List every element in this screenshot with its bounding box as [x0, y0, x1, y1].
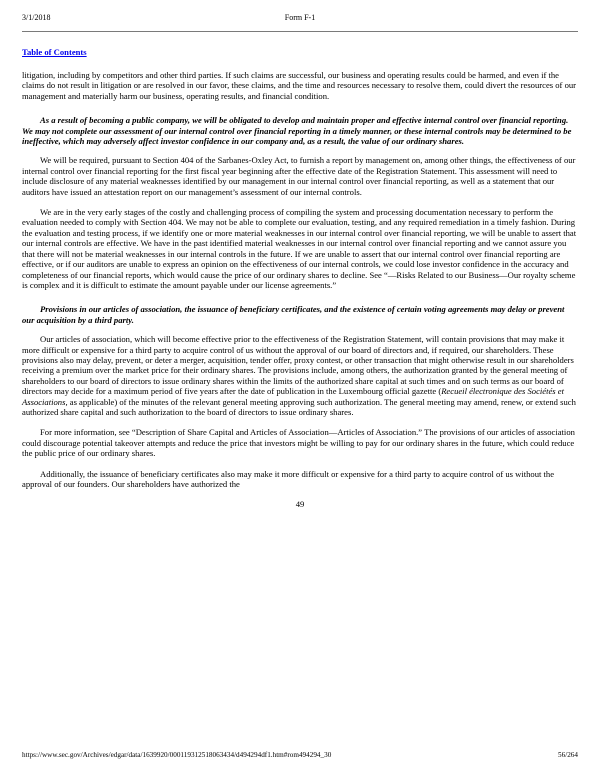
paragraph-text: For more information, see “Description of Share Capital and Articles of Association—Articles of Association.” The provisions of our articles of association could discourage potential takeover attempts and reduce the price that investors might be willing to pay for our ordinary shares in the future, which could reduce the public price of our ordinary shares.	[22, 427, 575, 459]
footer-url: https://www.sec.gov/Archives/edgar/data/1639920/000119312518063434/d494294df1.htm#rom494294_30	[22, 751, 332, 759]
body-paragraph	[22, 207, 578, 290]
document-body	[22, 70, 578, 489]
table-of-contents-link[interactable]: Table of Contents	[22, 47, 87, 57]
body-paragraph	[22, 469, 578, 490]
body-paragraph	[22, 334, 578, 417]
page-number: 49	[295, 499, 305, 510]
toc-link-row	[22, 47, 578, 57]
body-paragraph	[22, 427, 578, 458]
header-form-title: Form F-1	[284, 13, 316, 22]
paragraph-text: We are in the very early stages of the costly and challenging process of compiling the system and processing documentation necessary to perform the evaluation needed to comply with Section 404. We may not be able to complete our evaluation, testing, and any required remediation in a timely fashion. During the evaluation and testing process, if we identify one or more material weaknesses in our internal control over financial reporting, we will be unable to assert that our internal controls are effective. We have in the past identified material weaknesses in our internal control over financial reporting and we cannot assure you that there will not be material weaknesses in our internal controls in the future. If we are unable to assert that our internal control over financial reporting are effective, or if our auditors are unable to express an opinion on the effectiveness of our internal controls, we could lose investor confidence in the accuracy and completeness of our financial reports, which would cause the price of our ordinary shares to decline. See “—Risks Related to our Business—Our royalty scheme is complex and it is difficult to estimate the amount payable under our license agreements.”	[22, 207, 577, 290]
risk-factor-heading	[22, 304, 578, 325]
body-paragraph	[22, 70, 578, 101]
paragraph-text: litigation, including by competitors and other third parties. If such claims are successful, our business and operating results could be harmed, and even if the claims do not result in litigation or are resolved in our favor, these claims, and the time and resources necessary to resolve them, could divert the resources of our management and materially harm our business, operating results, and financial condition.	[22, 70, 577, 101]
paragraph-text: Our articles of association, which will become effective prior to the effectiveness of the Registration Statement, will contain provisions that may make it more difficult or expensive for a third party to acquire control of us without the approval of our board of directors and, if required, our shareholders. These provisions also may delay, prevent, or deter a merger, acquisition, tender offer, proxy contest, or other transaction that might otherwise result in our shareholders receiving a premium over the market price for their ordinary shares. The provisions include, among others, the authorization granted by the general meeting of shareholders to our board of directors to issue ordinary shares within the limits of the authorized share capital at such times and on such terms as our board of directors may decide for a maximum period of five years after the date of publication in the Luxembourg official gazette (	[22, 334, 574, 397]
header-divider	[22, 31, 578, 32]
header-date: 3/1/2018	[22, 13, 51, 22]
paragraph-text: , as applicable) of the minutes of the relevant general meeting approving such authorization. The general meeting may amend, renew, or extend such authorized share capital and such authorization to the board of directors to issue ordinary shares.	[22, 396, 576, 417]
paragraph-text: Additionally, the issuance of beneficiary certificates also may make it more difficult or expensive for a third party to acquire control of us without the approval of our founders. Our shareholders have authorized the	[22, 468, 555, 489]
risk-factor-heading	[22, 115, 578, 146]
body-paragraph	[22, 155, 578, 197]
print-footer	[22, 751, 578, 759]
footer-page-indicator: 56/264	[558, 751, 578, 759]
print-header	[22, 10, 578, 24]
paragraph-text: As a result of becoming a public company, we will be obligated to develop and maintain proper and effective internal control over financial reporting. We may not complete our assessment of our internal control over financial reporting in a timely manner, or these internal controls may be determined to be ineffective, which may adversely affect investor confidence in our company and, as a result, the value of our ordinary shares.	[22, 115, 572, 147]
paragraph-text: Provisions in our articles of association, the issuance of beneficiary certificates, and the existence of certain voting agreements may delay or prevent our acquisition by a third party.	[22, 304, 565, 325]
paragraph-text: Recueil électronique des Sociétés et Associations	[22, 386, 564, 407]
paragraph-text: We will be required, pursuant to Section 404 of the Sarbanes-Oxley Act, to furnish a report by management on, among other things, the effectiveness of our internal control over financial reporting for the first fiscal year beginning after the effective date of the Registration Statement. This assessment will need to include disclosure of any material weaknesses identified by our management in our internal control over financial reporting, as well as a statement that our auditors have issued an attestation report on our management’s assessment of our internal controls.	[22, 155, 576, 197]
